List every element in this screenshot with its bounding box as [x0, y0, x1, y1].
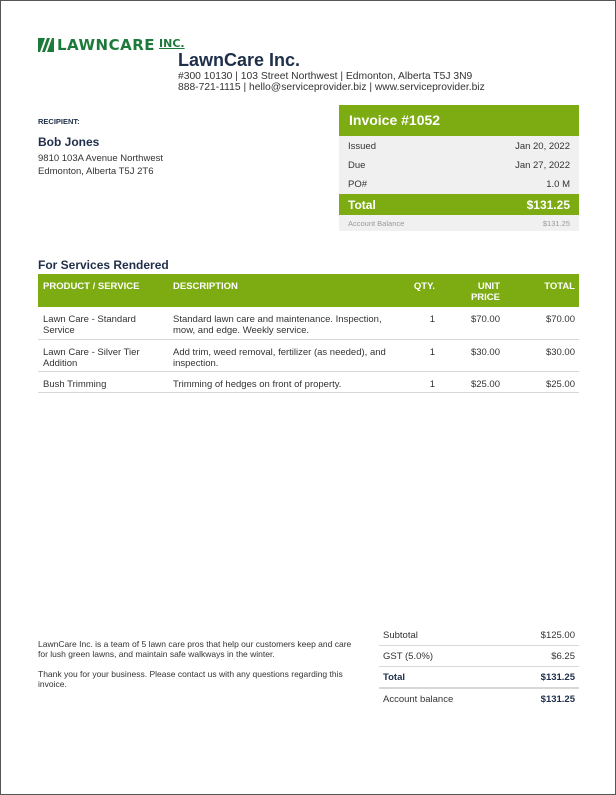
- thank-you-note: Thank you for your business. Please contact us with any questions regarding this invoice.: [38, 669, 343, 689]
- row-product: Lawn Care - Standard Service: [43, 314, 136, 336]
- summary-total-label: Total: [383, 671, 405, 683]
- company-about: LawnCare Inc. is a team of 5 lawn care pros that help our customers keep and care for lush green lawns, and maintain safe walkways in the winter.: [38, 639, 352, 659]
- header-price: PRICE: [470, 292, 500, 303]
- issued-label: Issued: [348, 141, 376, 152]
- issued-value: Jan 20, 2022: [515, 141, 570, 152]
- gst-row: [379, 646, 579, 667]
- row-unit-price: $30.00: [470, 347, 500, 358]
- lawn-stripes-icon: [38, 38, 54, 52]
- company-address: #300 10130 | 103 Street Northwest | Edmonton, Alberta T5J 3N9: [178, 71, 473, 82]
- gst-label: GST (5.0%): [383, 650, 433, 662]
- services-table: [38, 274, 579, 393]
- invoice-due-row: [339, 156, 579, 175]
- header-description: DESCRIPTION: [173, 281, 238, 292]
- row-qty: 1: [429, 347, 435, 358]
- po-label: PO#: [348, 179, 368, 190]
- row-description: Add trim, weed removal, fertilizer (as needed), and inspection.: [173, 347, 386, 369]
- company-name: LawnCare Inc.: [178, 50, 301, 70]
- invoice-issued-row: [339, 136, 579, 156]
- summary-total-value: $131.25: [540, 671, 575, 683]
- subtotal-value: $125.00: [540, 629, 575, 641]
- row-qty: 1: [429, 314, 435, 325]
- total-value: $131.25: [526, 197, 570, 212]
- header-total: TOTAL: [544, 281, 575, 292]
- table-row: [38, 372, 579, 393]
- logo-wordmark: LAWNCARE: [57, 36, 156, 54]
- logo-inc: INC.: [159, 36, 185, 50]
- header-qty: QTY.: [413, 281, 435, 292]
- company-logo: [38, 36, 185, 54]
- due-value: Jan 27, 2022: [515, 160, 570, 171]
- table-header: [38, 274, 579, 307]
- summary-balance-row: [379, 689, 579, 709]
- recipient-address-line1: 9810 103A Avenue Northwest: [38, 153, 164, 164]
- summary-balance-label: Account balance: [383, 693, 454, 705]
- row-total: $25.00: [545, 379, 575, 390]
- po-value: 1.0 M: [546, 179, 570, 190]
- row-total: $70.00: [545, 314, 575, 325]
- account-balance-value: $131.25: [542, 218, 570, 228]
- row-product: Lawn Care - Silver Tier Addition: [43, 347, 140, 369]
- summary-balance-value: $131.25: [540, 693, 575, 705]
- subtotal-label: Subtotal: [383, 629, 418, 641]
- services-title: For Services Rendered: [38, 258, 169, 272]
- invoice-title: Invoice #1052: [339, 105, 579, 136]
- recipient-name: Bob Jones: [38, 135, 100, 149]
- totals-summary: [379, 625, 579, 709]
- account-balance-label: Account Balance: [348, 218, 405, 228]
- row-description: Standard lawn care and maintenance. Inspection, mow, and edge. Weekly service.: [173, 314, 382, 336]
- row-qty: 1: [429, 379, 435, 390]
- row-product: Bush Trimming: [43, 379, 107, 390]
- recipient-label: RECIPIENT:: [38, 117, 80, 126]
- row-total: $30.00: [545, 347, 575, 358]
- gst-value: $6.25: [551, 650, 575, 662]
- row-description: Trimming of hedges on front of property.: [173, 379, 342, 390]
- invoice-balance-row: [339, 215, 579, 231]
- table-row: [38, 340, 579, 372]
- total-label: Total: [348, 197, 376, 212]
- recipient-address-line2: Edmonton, Alberta T5J 2T6: [38, 166, 154, 177]
- invoice-po-row: [339, 175, 579, 194]
- invoice-total-row: [339, 194, 579, 215]
- row-unit-price: $25.00: [470, 379, 500, 390]
- due-label: Due: [348, 160, 366, 171]
- row-unit-price: $70.00: [470, 314, 500, 325]
- company-contact: 888-721-1115 | hello@serviceprovider.biz | www.serviceprovider.biz: [178, 82, 485, 93]
- subtotal-row: [379, 625, 579, 646]
- table-row: [38, 307, 579, 340]
- header-unit-price: [438, 281, 500, 303]
- header-unit: UNIT: [477, 281, 500, 292]
- header-product: PRODUCT / SERVICE: [43, 281, 140, 292]
- invoice-summary-box: [339, 105, 579, 231]
- summary-total-row: [379, 667, 579, 689]
